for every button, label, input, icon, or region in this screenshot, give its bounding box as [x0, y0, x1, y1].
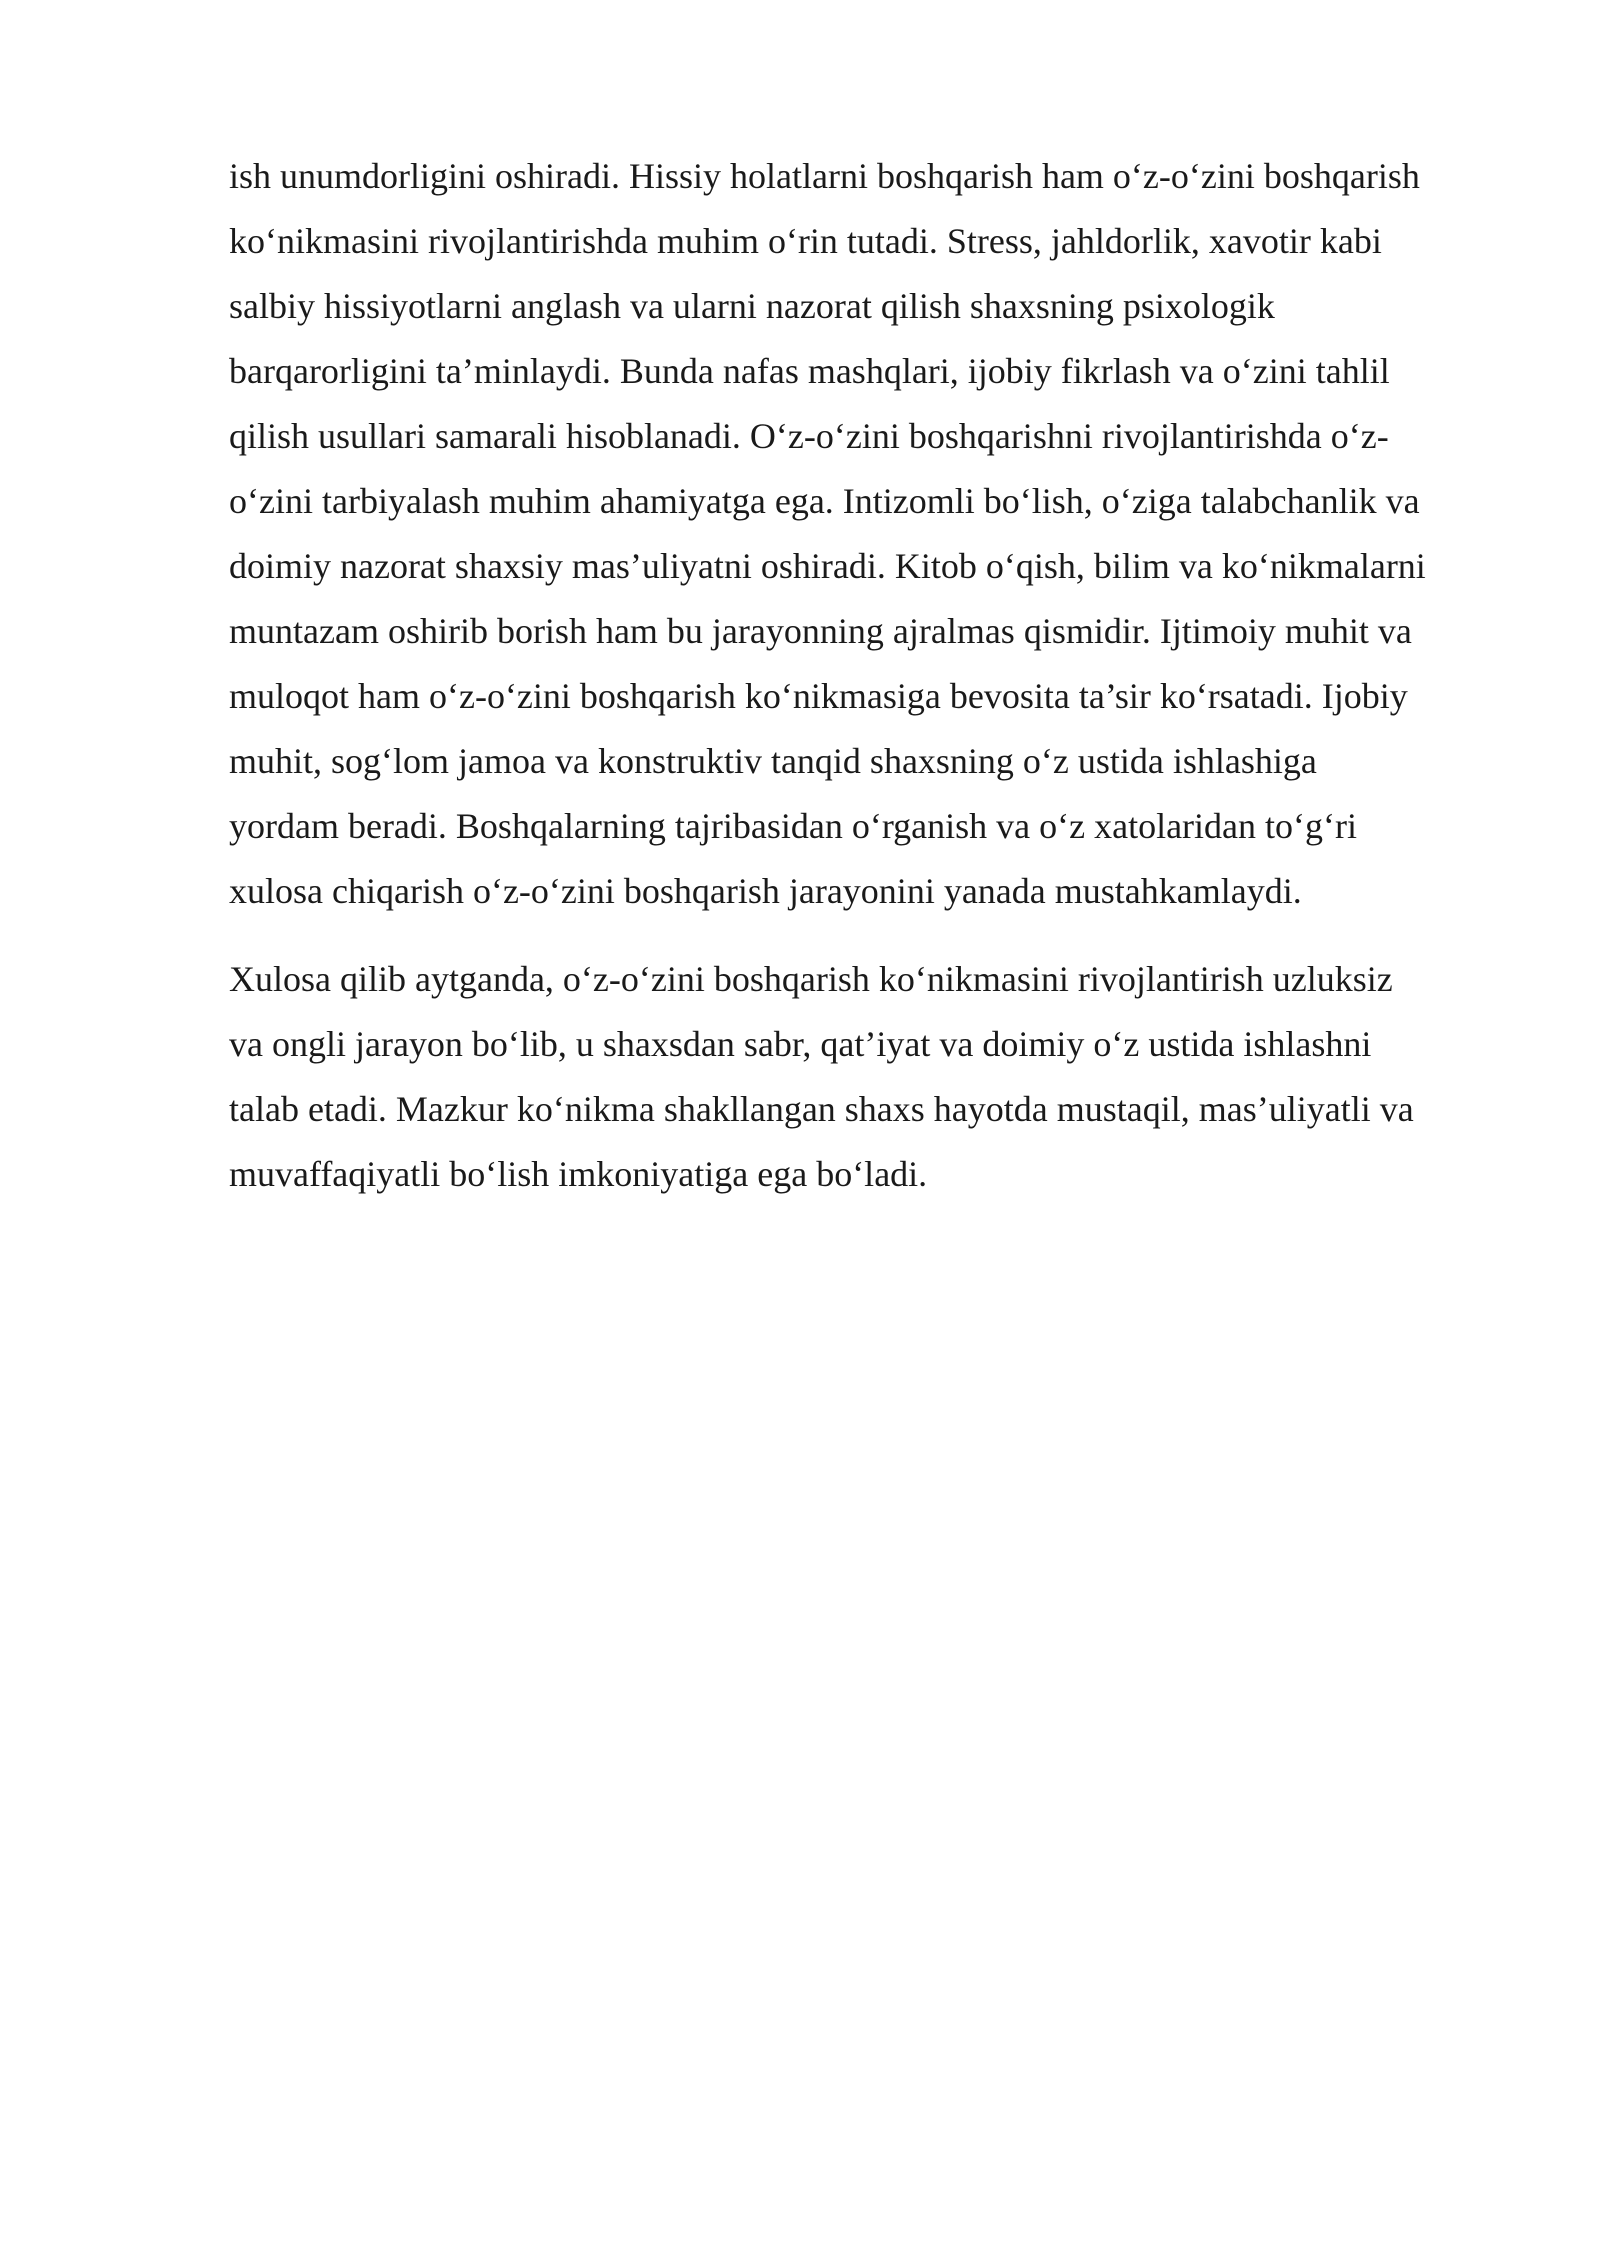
text-line: Xulosa qilib aytganda, o‘z-o‘zini boshqarish ko‘nikmasini rivojlantirish uzluksiz — [229, 959, 1393, 999]
text-line: o‘zini tarbiyalash muhim ahamiyatga ega. Intizomli bo‘lish, o‘ziga talabchanlik va — [229, 481, 1420, 521]
text-line: muntazam oshirib borish ham bu jarayonning ajralmas qismidir. Ijtimoiy muhit va — [229, 611, 1412, 651]
text-line: talab etadi. Mazkur ko‘nikma shakllangan shaxs hayotda mustaqil, mas’uliyatli va — [229, 1089, 1414, 1129]
text-line: barqarorligini ta’minlaydi. Bunda nafas mashqlari, ijobiy fikrlash va o‘zini tahlil — [229, 351, 1390, 391]
text-line: qilish usullari samarali hisoblanadi. O‘z-o‘zini boshqarishni rivojlantirishda o‘z- — [229, 416, 1389, 456]
text-line: muhit, sog‘lom jamoa va konstruktiv tanqid shaxsning o‘z ustida ishlashiga — [229, 741, 1317, 781]
text-line: salbiy hissiyotlarni anglash va ularni nazorat qilish shaxsning psixologik — [229, 286, 1275, 326]
text-line: xulosa chiqarish o‘z-o‘zini boshqarish jarayonini yanada mustahkamlaydi. — [229, 871, 1302, 911]
body-text — [229, 144, 1489, 1207]
paragraph-1 — [229, 144, 1489, 924]
text-line: doimiy nazorat shaxsiy mas’uliyatni oshiradi. Kitob o‘qish, bilim va ko‘nikmalarni — [229, 546, 1426, 586]
text-line: va ongli jarayon bo‘lib, u shaxsdan sabr, qat’iyat va doimiy o‘z ustida ishlashni — [229, 1024, 1372, 1064]
paragraph-2 — [229, 947, 1489, 1207]
paragraph-spacer — [229, 924, 1489, 947]
text-line: ish unumdorligini oshiradi. Hissiy holatlarni boshqarish ham o‘z-o‘zini boshqarish — [229, 156, 1420, 196]
text-line: muvaffaqiyatli bo‘lish imkoniyatiga ega bo‘ladi. — [229, 1154, 928, 1194]
text-line: muloqot ham o‘z-o‘zini boshqarish ko‘nikmasiga bevosita ta’sir ko‘rsatadi. Ijobiy — [229, 676, 1408, 716]
text-line: ko‘nikmasini rivojlantirishda muhim o‘rin tutadi. Stress, jahldorlik, xavotir kabi — [229, 221, 1382, 261]
text-line: yordam beradi. Boshqalarning tajribasidan o‘rganish va o‘z xatolaridan to‘g‘ri — [229, 806, 1357, 846]
